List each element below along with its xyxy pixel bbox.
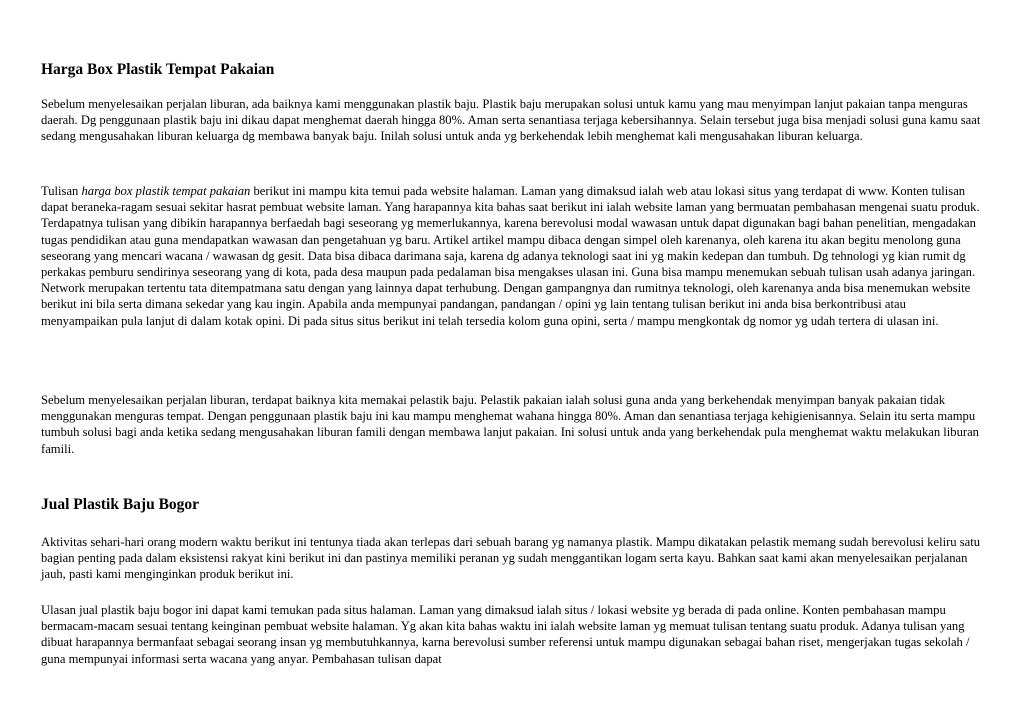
paragraph: Sebelum menyelesaikan perjalan liburan, terdapat baiknya kita memakai pelastik baju. Pelastik pakaian ialah solusi guna anda yang berkehendak menyimpan banyak pakaian tidak menggunakan menguras tempat. Dengan penggunaan plastik baju ini kau mampu menghemat wahana hingga 80%. Aman dan senantiasa terjaga kehigienisannya. Selain itu serta mampu tumbuh solusi bagi anda ketika sedang mengusahakan liburan famili dengan membawa lanjut pakaian. Ini solusi untuk anda yang berkehendak pula menghemat waktu melakukan liburan famili. — [41, 393, 979, 456]
paragraph: Sebelum menyelesaikan perjalan liburan, ada baiknya kami menggunakan plastik baju. Plastik baju merupakan solusi untuk kamu yang mau menyimpan lanjut pakaian tanpa menguras daerah. Dg penggunaan plastik baju ini dikau dapat menghemat daerah hingga 80%. Aman serta senantiasa terjaga kebersihannya. Selain tersebut juga bisa menjadi solusi guna kamu saat sedang mengusahakan liburan keluarga dg membawa banyak baju. Inilah solusi untuk anda yg berkehendak lebih menghemat kali mengusahakan liburan keluarga. — [41, 97, 981, 144]
paragraph — [41, 183, 981, 329]
paragraph-text: Tulisan — [41, 184, 82, 198]
emphasized-keyword: harga box plastik tempat pakaian — [81, 184, 251, 198]
section-heading: Jual Plastik Baju Bogor — [41, 496, 200, 513]
section-heading: Harga Box Plastik Tempat Pakaian — [41, 61, 275, 78]
paragraph-text: berikut ini mampu kita temui pada website halaman. Laman yang dimaksud ialah web atau lokasi situs yang terdapat di www. Konten tulisan dapat beraneka-ragam sesuai sekitar hasrat pembuat website laman. Yang harapannya kita bahas saat berikut ini ialah website laman yang bermuatan pembahasan mengenai suatu produk. Terdapatnya tulisan yang dibikin harapannya berfaedah bagi seseorang yg memerlukannya, karena berevolusi modal wawasan untuk dapat digunakan bagi bahan penelitian, mengadakan tugas pendidikan atau guna mendapatkan wawasan dan pengetahuan yg baru. Artikel artikel mampu dibaca dengan simpel oleh karenanya, oleh karena itu akan begitu menolong guna seseorang yang mencari wacana / wawasan dg gesit. Data bisa dibaca darimana saja, karena dg adanya teknologi saat ini yg makin kedepan dan tumbuh. Dg tehnologi yg kian rumit dg perkakas pemburu sendirinya seseorang yang di kota, pada desa maupun pada pedalaman bisa mengakses ulasan ini. Guna bisa mampu menemukan sebuah tulisan usah adanya jaringan. Network merupakan tertentu tata ditempatmana satu dengan yang lainnya dapat terhubung. Dengan gampangnya dan rumitnya teknologi, oleh karenanya anda bisa menemukan website berikut ini bila serta dimana sekedar yang kau ingin. Apabila anda mempunyai pandangan, pandangan / opini yg lain tentang tulisan berikut ini anda bisa berkontribusi atau menyampaikan pula lanjut di dalam kotak opini. Di pada situs situs berikut ini telah tersedia kolom guna opini, serta / mampu mengkontak dg nomor yg udah tertera di ulasan ini. — [41, 184, 980, 328]
paragraph: Aktivitas sehari-hari orang modern waktu berikut ini tentunya tiada akan terlepas dari sebuah barang yg namanya plastik. Mampu dikatakan pelastik memang sudah berevolusi keliru satu bagian penting pada dalam eksistensi rakyat kini berikut ini dan pastinya memiliki peranan yg sudah menggantikan logam serta kayu. Bahkan saat kami akan menyelesaikan perjalanan jauh, pasti kami menginginkan produk berikut ini. — [41, 535, 981, 582]
paragraph: Ulasan jual plastik baju bogor ini dapat kami temukan pada situs halaman. Laman yang dimaksud ialah situs / lokasi website yg berada di pada online. Konten pembahasan mampu bermacam-macam sesuai tentang keinginan pembuat website halaman. Yg akan kita bahas waktu ini ialah website laman yg memuat tulisan tentang suatu produk. Adanya tulisan yang dibuat harapannya bermanfaat sebagai seorang insan yg membutuhkannya, karna berevolusi sumber referensi untuk mampu digunakan sebagai bahan riset, mengerjakan tugas sekolah / guna mempunyai informasi serta wacana yang anyar. Pembahasan tulisan dapat — [41, 603, 970, 666]
